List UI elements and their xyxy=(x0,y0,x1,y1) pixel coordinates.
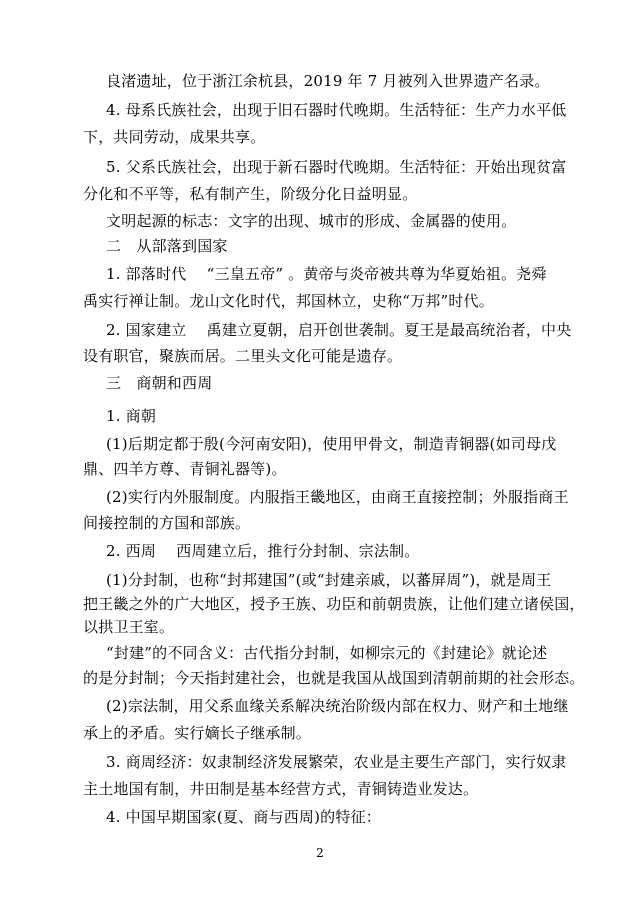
text-line: 良渚遗址，位于浙江余杭县，2019 年 7 月被列入世界遗产名录。 xyxy=(106,72,550,90)
text-line: 鼎、四羊方尊、青铜礼器等)。 xyxy=(83,460,287,478)
text-line: 承上的矛盾。实行嫡长子继承制。 xyxy=(83,724,312,742)
text-line: (2)实行内外服制度。内服指王畿地区，由商王直接控制；外服指商王 xyxy=(106,488,569,506)
text-line: 设有职官，聚族而居。二里头文化可能是遗存。 xyxy=(83,347,403,365)
section-heading: 三 商朝和西周 xyxy=(106,374,213,392)
text-line: 2. 西周 西周建立后，推行分封制、宗法制。 xyxy=(106,542,420,560)
text-line: 2. 国家建立 禹建立夏朝，启开创世袭制。夏王是最高统治者，中央 xyxy=(106,321,572,339)
text-line: “封建”的不同含义：古代指分封制，如柳宗元的《封建论》就论述 xyxy=(106,644,548,662)
text-line: 把王畿之外的广大地区，授予王族、功臣和前朝贵族，让他们建立诸侯国， xyxy=(83,595,585,613)
text-line: 下，共同劳动，成果共享。 xyxy=(83,128,266,146)
text-line: 文明起源的标志：文字的出现、城市的形成、金属器的使用。 xyxy=(106,212,517,230)
text-line: 禹实行禅让制。龙山文化时代，邦国林立，史称“万邦”时代。 xyxy=(83,292,494,310)
text-line: 分化和不平等，私有制产生，阶级分化日益明显。 xyxy=(83,185,418,203)
text-line: 4. 中国早期国家(夏、商与西周)的特征： xyxy=(106,808,381,826)
text-line: 主土地国有制，井田制是基本经营方式，青铜铸造业发达。 xyxy=(83,780,479,798)
text-line: 4. 母系氏族社会，出现于旧石器时代晚期。生活特征：生产力水平低 xyxy=(106,101,567,119)
text-line: 以拱卫王室。 xyxy=(83,618,175,636)
page-number: 2 xyxy=(316,846,324,860)
text-line: 1. 部落时代 “三皇五帝” 。黄帝与炎帝被共尊为华夏始祖。尧舜 xyxy=(106,265,547,283)
section-heading: 二 从部落到国家 xyxy=(106,237,228,255)
text-line: 5. 父系氏族社会，出现于新石器时代晚期。生活特征：开始出现贫富 xyxy=(106,158,567,176)
text-line: (2)宗法制，用父系血缘关系解决统治阶级内部在权力、财产和土地继 xyxy=(106,697,569,715)
text-line: (1)后期定都于殷(今河南安阳)，使用甲骨文，制造青铜器(如司母戊 xyxy=(106,435,557,453)
text-line: 3. 商周经济：奴隶制经济发展繁荣，农业是主要生产部门，实行奴隶 xyxy=(106,753,567,771)
text-line: 1. 商朝 xyxy=(106,407,157,425)
text-line: 间接控制的方国和部族。 xyxy=(83,514,251,532)
text-line: (1)分封制，也称“封邦建国”(或“封建亲戚，以蕃屏周”)，就是周王 xyxy=(106,571,552,589)
text-line: 的是分封制；今天指封建社会，也就是我国从战国到清朝前期的社会形态。 xyxy=(83,669,585,687)
